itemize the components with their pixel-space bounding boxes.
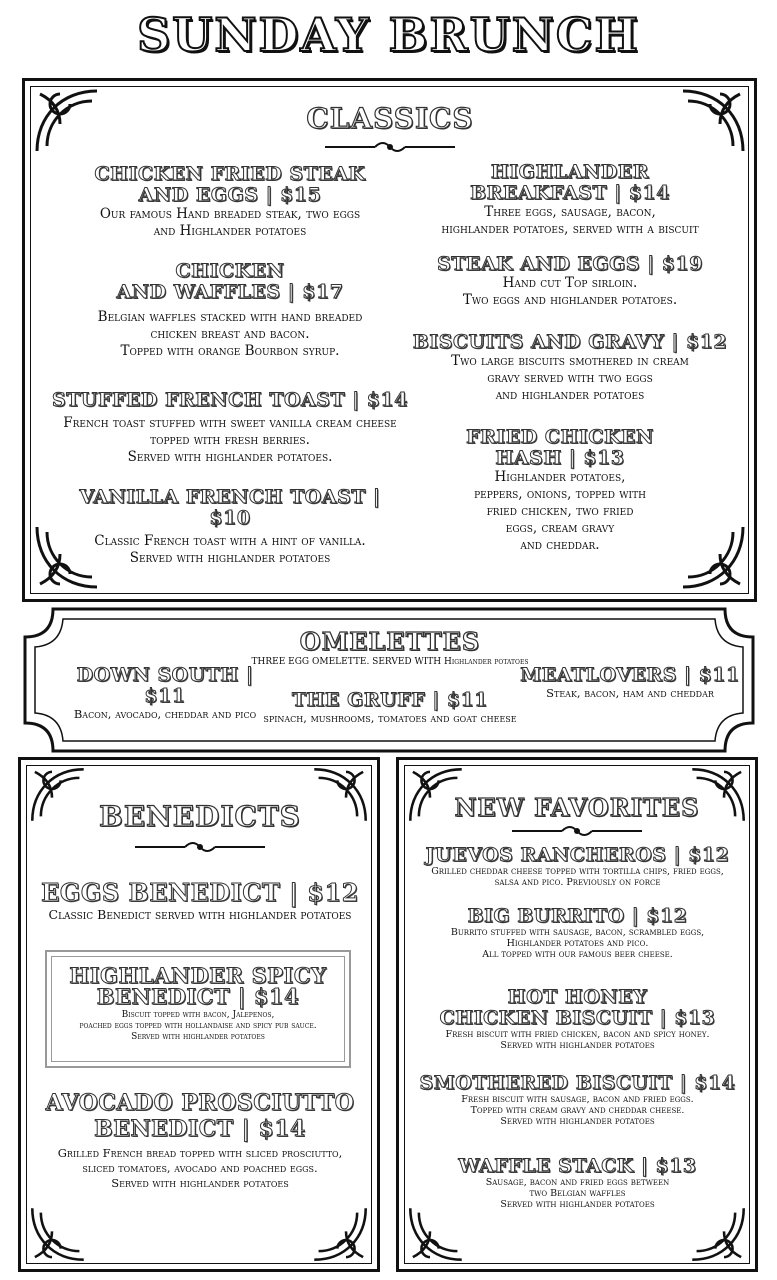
- menu-item-avocado-prosciutto-benedict: [30, 1090, 370, 1191]
- menu-item-steak-and-eggs: [400, 254, 740, 309]
- flourish-divider-icon: [507, 822, 647, 840]
- benedicts-title: BENEDICTS: [99, 800, 301, 833]
- item-desc: Sausage, bacon and fried eggs between: [485, 1177, 670, 1188]
- item-desc: poached eggs topped with hollandaise and spicy pub sauce.: [79, 1021, 317, 1031]
- item-desc: Biscuit topped with bacon, Jalepenos,: [121, 1010, 275, 1020]
- item-name: BISCUITS AND GRAVY | $12: [412, 331, 728, 353]
- item-name: HIGHLANDER: [490, 161, 650, 183]
- menu-item-waffle-stack: [405, 1156, 750, 1210]
- item-name: BIG BURRITO | $12: [467, 905, 688, 927]
- flourish-divider-icon: [130, 838, 270, 856]
- item-desc: Served with highlander potatoes: [500, 1199, 655, 1210]
- menu-item-biscuits-and-gravy: [400, 332, 740, 404]
- omelette-the-gruff: [240, 690, 540, 726]
- ornament-corner-bottom-right-icon: [310, 1204, 370, 1264]
- item-name: AVOCADO PROSCIUTTO: [45, 1090, 355, 1116]
- item-desc: spinach, mushrooms, tomatoes and goat cheese: [263, 711, 517, 725]
- item-name: EGGS BENEDICT | $12: [41, 878, 359, 907]
- item-name: BENEDICT | $14: [96, 984, 300, 1009]
- item-desc: and cheddar.: [520, 537, 600, 553]
- item-desc: two Belgian waffles: [529, 1188, 626, 1199]
- item-name: AND EGGS | $15: [138, 184, 322, 206]
- item-desc: Fresh biscuit with fried chicken, bacon and spicy honey.: [445, 1029, 710, 1040]
- ornament-corner-bottom-left-icon: [406, 1204, 466, 1264]
- item-desc: Steak, bacon, ham and cheddar: [546, 686, 714, 700]
- item-name: CHICKEN FRIED STEAK: [94, 163, 366, 185]
- menu-item-juevos-rancheros: [405, 845, 750, 888]
- ornament-corner-top-left-icon: [32, 86, 102, 156]
- item-desc: Grilled cheddar cheese topped with tortilla chips, fried eggs,: [431, 866, 724, 877]
- item-desc: Two eggs and highlander potatoes.: [462, 292, 678, 308]
- ornament-corner-top-right-icon: [310, 765, 370, 825]
- item-desc: Served with highlander potatoes: [111, 1176, 289, 1190]
- item-desc: Three eggs, sausage, bacon,: [484, 204, 656, 220]
- item-name: CHICKEN: [175, 260, 285, 282]
- item-name: STEAK AND EGGS | $19: [437, 253, 703, 275]
- item-desc: chicken breast and bacon.: [150, 326, 310, 342]
- item-desc: Topped with cream gravy and cheddar cheese.: [470, 1105, 685, 1116]
- menu-item-highlander-spicy-benedict: [45, 965, 351, 1043]
- item-name: HIGHLANDER SPICY: [69, 963, 327, 988]
- item-desc: Served with highlander potatoes.: [127, 449, 333, 465]
- item-desc: salsa and pico. Previously on force: [494, 877, 661, 888]
- item-desc: sliced tomatoes, avocado and poached eggs.: [82, 1161, 318, 1175]
- item-desc: All topped with our famous beer cheese.: [482, 949, 673, 960]
- menu-item-stuffed-french-toast: [40, 390, 420, 466]
- item-desc: Served with highlander potatoes: [131, 1032, 265, 1042]
- item-desc: Classic Benedict served with highlander potatoes: [48, 907, 352, 922]
- menu-item-chicken-and-waffles: [50, 261, 410, 360]
- item-name: HOT HONEY: [507, 986, 648, 1008]
- item-desc: and Highlander potatoes: [153, 223, 307, 239]
- menu-item-hot-honey-chicken-biscuit: [405, 987, 750, 1051]
- ornament-corner-top-left-icon: [406, 765, 466, 825]
- item-name: AND WAFFLES | $17: [116, 281, 344, 303]
- item-desc: Two large biscuits smothered in cream: [451, 353, 689, 369]
- omelettes-title: OMELETTES: [299, 627, 481, 656]
- menu-title: SUNDAY BRUNCH: [137, 8, 640, 62]
- item-desc: Hand cut Top sirloin.: [502, 275, 638, 291]
- item-desc: Fresh biscuit with sausage, bacon and fried eggs.: [461, 1094, 694, 1105]
- item-name: BENEDICT | $14: [94, 1116, 306, 1142]
- item-desc: Grilled French bread topped with sliced prosciutto,: [57, 1146, 343, 1160]
- item-desc: Highlander potatoes and pico.: [506, 938, 649, 949]
- item-desc: Bacon, avocado, cheddar and pico: [73, 707, 257, 721]
- ornament-corner-bottom-left-icon: [28, 1204, 88, 1264]
- flourish-divider-icon: [320, 138, 460, 156]
- omelettes-subtitle: THREE EGG OMELETTE. SERVED WITH Highlander potatoes: [251, 657, 529, 667]
- item-desc: and highlander potatoes: [495, 387, 645, 403]
- item-name: STUFFED FRENCH TOAST | $14: [52, 389, 408, 411]
- item-name: HASH | $13: [495, 447, 625, 469]
- item-desc: Served with highlander potatoes: [500, 1040, 655, 1051]
- item-desc: French toast stuffed with sweet vanilla cream cheese: [63, 415, 397, 431]
- item-name: WAFFLE STACK | $13: [458, 1155, 697, 1177]
- menu-item-chicken-fried-steak: [50, 164, 410, 240]
- item-desc: Classic French toast with a hint of vanilla.: [94, 533, 366, 549]
- item-name: FRIED CHICKEN: [466, 426, 654, 448]
- item-desc: highlander potatoes, served with a biscuit: [441, 221, 699, 237]
- menu-item-eggs-benedict: [30, 880, 370, 923]
- item-desc: Highlander potatoes,: [494, 469, 626, 485]
- item-name: MEATLOVERS | $11: [520, 664, 740, 686]
- item-name: CHICKEN BISCUIT | $13: [439, 1007, 716, 1029]
- menu-item-highlander-breakfast: [400, 162, 740, 238]
- ornament-corner-bottom-right-icon: [688, 1204, 748, 1264]
- item-desc: Our famous Hand breaded steak, two eggs: [99, 206, 361, 222]
- item-desc: peppers, onions, topped with: [474, 486, 646, 502]
- item-desc: Served with highlander potatoes: [500, 1116, 655, 1127]
- omelette-meatlovers: [520, 665, 740, 701]
- item-desc: gravy served with two eggs: [487, 370, 653, 386]
- ornament-corner-top-left-icon: [28, 765, 88, 825]
- ornament-corner-top-right-icon: [678, 86, 748, 156]
- ornament-corner-top-right-icon: [688, 765, 748, 825]
- item-desc: fried chicken, two fried: [486, 503, 634, 519]
- menu-item-vanilla-french-toast: [60, 487, 400, 567]
- menu-item-smothered-biscuit: [405, 1073, 750, 1127]
- item-name: DOWN SOUTH | $11: [76, 664, 254, 707]
- classics-title: CLASSICS: [306, 102, 474, 135]
- new-favorites-title: NEW FAVORITES: [454, 793, 700, 822]
- item-desc: Served with highlander potatoes: [129, 550, 331, 566]
- item-name: SMOTHERED BISCUIT | $14: [419, 1072, 736, 1094]
- item-desc: Burrito stuffed with sausage, bacon, scrambled eggs,: [450, 927, 705, 938]
- item-desc: eggs, cream gravy: [505, 520, 615, 536]
- item-name: VANILLA FRENCH TOAST | $10: [79, 486, 381, 529]
- menu-item-fried-chicken-hash: [400, 427, 720, 554]
- item-desc: Topped with orange Bourbon syrup.: [120, 343, 340, 359]
- item-name: BREAKFAST | $14: [470, 182, 670, 204]
- menu-item-big-burrito: [405, 906, 750, 960]
- item-desc: topped with fresh berries.: [150, 432, 310, 448]
- item-name: THE GRUFF | $11: [291, 689, 489, 711]
- item-desc: Belgian waffles stacked with hand breaded: [97, 309, 363, 325]
- item-name: JUEVOS RANCHEROS | $12: [425, 844, 730, 866]
